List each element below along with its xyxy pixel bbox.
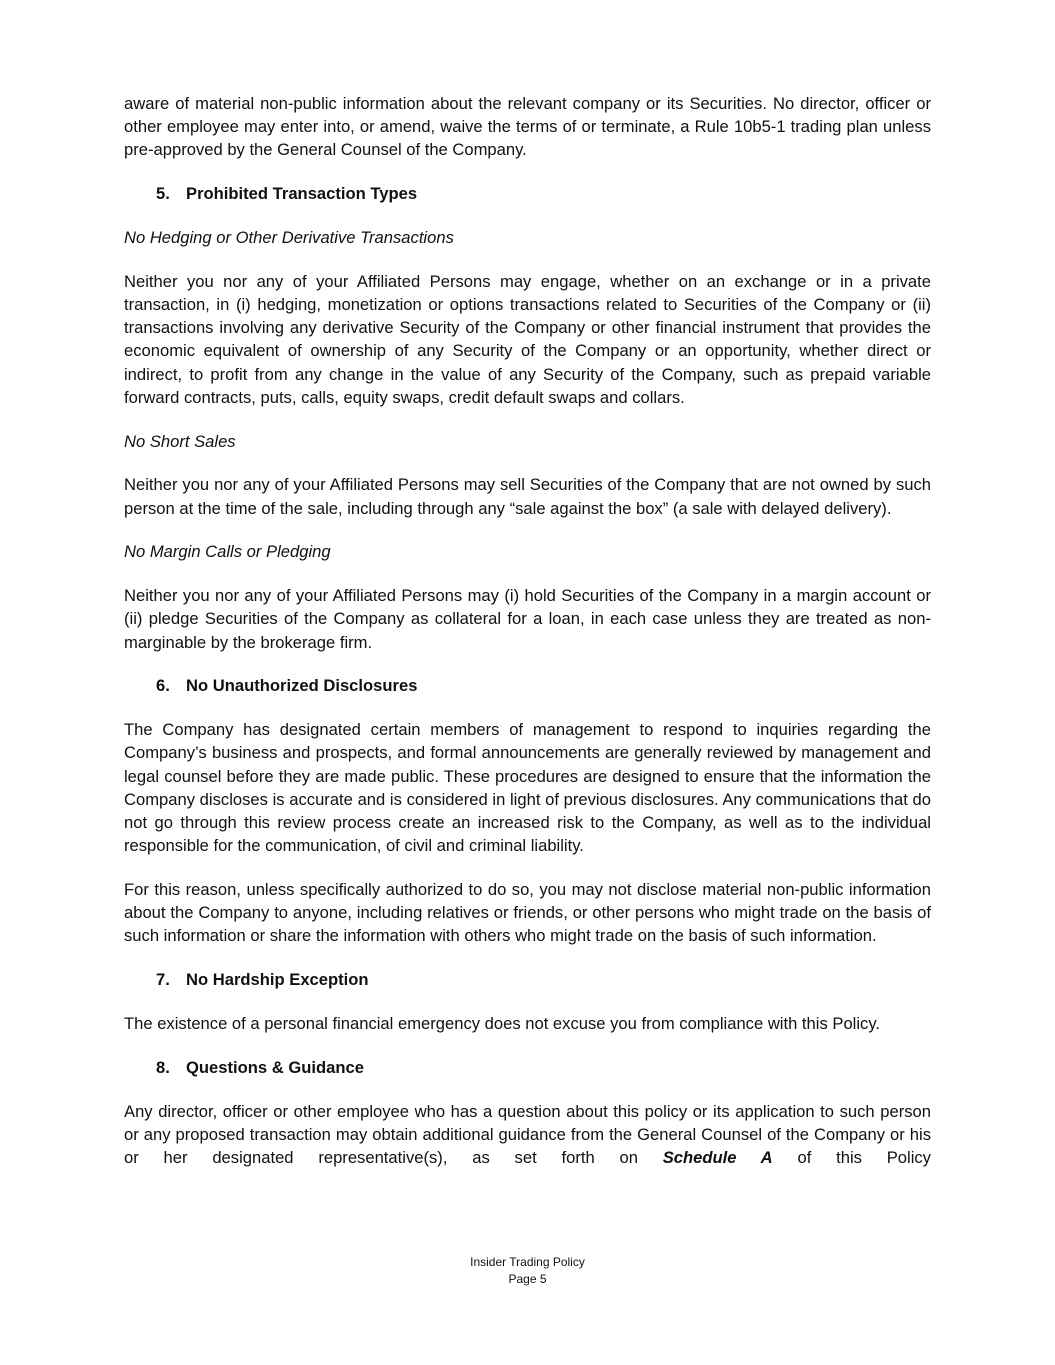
- section-heading-questions: [124, 1056, 931, 1079]
- section-number: 8.: [156, 1057, 170, 1077]
- section-heading-unauthorized-disclosures: [124, 674, 931, 697]
- schedule-a-reference: Schedule A: [662, 1148, 773, 1168]
- section-title: No Unauthorized Disclosures: [186, 676, 418, 696]
- section-heading-prohibited-transactions: [124, 182, 931, 205]
- subheading-no-hedging: No Hedging or Other Derivative Transactions: [124, 228, 454, 247]
- intro-paragraph: aware of material non-public information about the relevant company or its Securities. No director, officer or other employee may enter into, or amend, waive the terms of or terminate, a Rule 10b5-1 trading plan unless pre-approved by the General Counsel of the Company.: [124, 94, 931, 160]
- hardship-paragraph: The existence of a personal financial emergency does not excuse you from compliance with this Policy.: [124, 1014, 881, 1034]
- section-title: Questions & Guidance: [186, 1057, 364, 1077]
- short-sales-paragraph: Neither you nor any of your Affiliated Persons may sell Securities of the Company that are not owned by such person at the time of the sale, including through any “sale against the box” (a sale with delayed delivery).: [124, 475, 931, 518]
- questions-text-end: of this Policy: [772, 1148, 931, 1168]
- section-title: No Hardship Exception: [186, 970, 369, 990]
- questions-paragraph: [124, 1100, 931, 1170]
- section-number: 6.: [156, 676, 170, 696]
- subheading-no-margin: No Margin Calls or Pledging: [124, 542, 331, 562]
- disclosures-paragraph-2: For this reason, unless specifically authorized to do so, you may not disclose material non-public information about the Company to anyone, including relatives or friends, or other persons who might trade on the basis of such information or share the information with others who might trade on the basis of such information.: [124, 880, 931, 946]
- section-number: 5.: [156, 184, 170, 204]
- document-body: [124, 92, 931, 1169]
- questions-text-start: Any director, officer or other employee who has a question about this policy or its application to such person or any proposed transaction may obtain additional guidance from the General Counsel of the Company or his or her designated representative(s), as set forth on: [124, 1101, 931, 1168]
- disclosures-paragraph-1: The Company has designated certain members of management to respond to inquiries regarding the Company’s business and prospects, and formal announcements are generally reviewed by management and legal counsel before they are made public. These procedures are designed to ensure that the information the Company discloses is accurate and is considered in light of previous disclosures. Any communications that do not go through this review process create an increased risk to the Company, as well as to the individual responsible for the communication, of civil and criminal liability.: [124, 720, 931, 856]
- section-number: 7.: [156, 970, 170, 990]
- hedging-paragraph: Neither you nor any of your Affiliated Persons may engage, whether on an exchange or in a private transaction, in (i) hedging, monetization or options transactions related to Securities of the Company or (ii) transactions involving any derivative Security of the Company or other financial instrument that provides the economic equivalent of ownership of any Security of the Company or an opportunity, whether direct or indirect, to profit from any change in the value of any Security of the Company, such as prepaid variable forward contracts, puts, calls, equity swaps, credit default swaps and collars.: [124, 271, 931, 407]
- footer-page-number: Page 5: [508, 1272, 547, 1286]
- page-footer: [0, 1254, 1055, 1288]
- section-title: Prohibited Transaction Types: [186, 184, 418, 204]
- section-heading-hardship: [124, 968, 931, 991]
- footer-title: Insider Trading Policy: [470, 1255, 585, 1269]
- subheading-no-short-sales: No Short Sales: [124, 431, 236, 451]
- margin-paragraph: Neither you nor any of your Affiliated Persons may (i) hold Securities of the Company in a margin account or (ii) pledge Securities of the Company as collateral for a loan, in each case unless they are treated as non-marginable by the brokerage firm.: [124, 586, 931, 652]
